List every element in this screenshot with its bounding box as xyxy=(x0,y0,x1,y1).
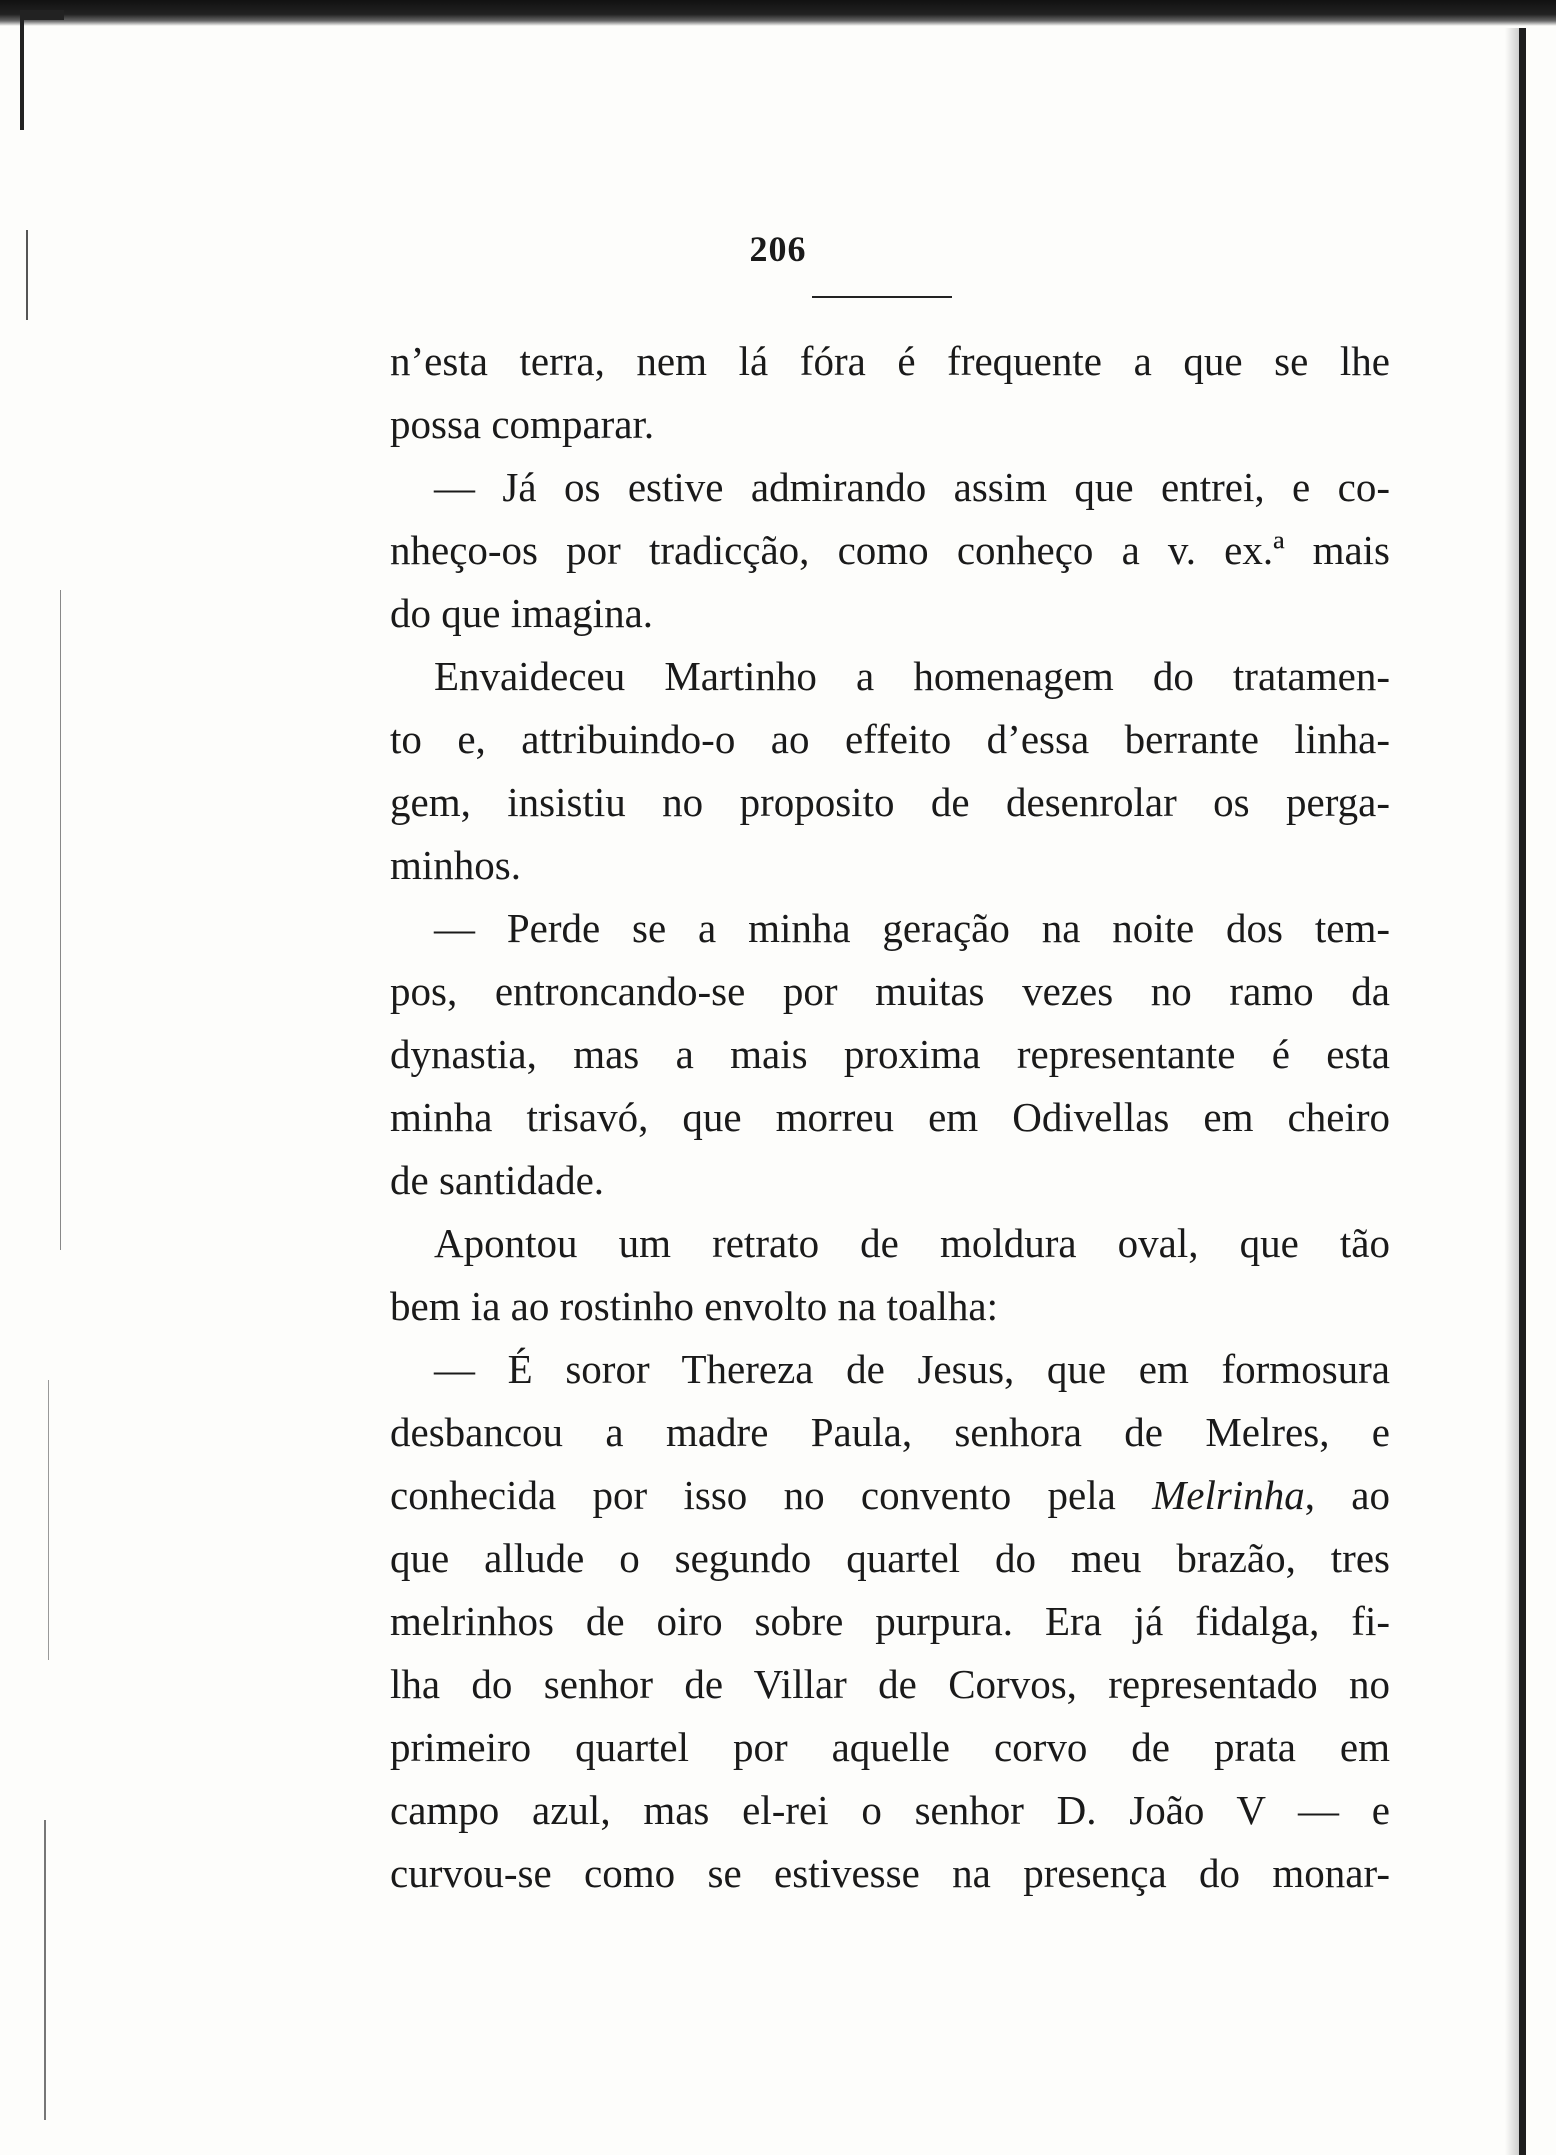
text-line xyxy=(390,771,1390,834)
text-line xyxy=(390,1401,1390,1464)
scan-corner-mark xyxy=(20,10,64,130)
text-line xyxy=(390,1149,1390,1212)
text-line-content: to e, attribuindo-o ao effeito d’essa berrante linha- xyxy=(390,716,1390,762)
text-line xyxy=(390,1653,1390,1716)
page-number-rule xyxy=(812,296,952,298)
italic-word: Melrinha xyxy=(1152,1472,1305,1518)
scan-margin-mark xyxy=(48,1380,49,1660)
text-line-content: desbancou a madre Paula, senhora de Melres, e xyxy=(390,1409,1390,1455)
text-line xyxy=(390,456,1390,519)
scan-margin-mark xyxy=(60,590,61,1250)
text-line xyxy=(390,1527,1390,1590)
text-line-content: minha trisavó, que morreu em Odivellas em cheiro xyxy=(390,1094,1390,1140)
text-line xyxy=(390,1779,1390,1842)
text-line xyxy=(390,960,1390,1023)
text-line xyxy=(390,1275,1390,1338)
text-line-content: Apontou um retrato de moldura oval, que tão xyxy=(434,1220,1390,1266)
text-line xyxy=(390,645,1390,708)
text-line-content: possa comparar. xyxy=(390,401,655,447)
text-line xyxy=(390,582,1390,645)
text-line-content: de santidade. xyxy=(390,1157,605,1203)
text-line xyxy=(390,519,1390,582)
text-line-content: minhos. xyxy=(390,842,521,888)
text-line xyxy=(390,1716,1390,1779)
scan-edge-shadow xyxy=(1505,28,1519,2155)
text-line-content: Envaideceu Martinho a homenagem do tratamen- xyxy=(434,653,1390,699)
text-line xyxy=(390,897,1390,960)
text-line-content: curvou-se como se estivesse na presença do monar- xyxy=(390,1850,1390,1896)
text-line xyxy=(390,393,1390,456)
text-line-content: melrinhos de oiro sobre purpura. Era já fidalga, fi- xyxy=(390,1598,1390,1644)
scan-edge-top xyxy=(0,0,1556,26)
scan-edge-right xyxy=(1519,28,1526,2155)
page-number: 206 xyxy=(749,229,807,269)
text-line xyxy=(390,708,1390,771)
text-line-content: nheço-os por tradicção, como conheço a v. ex.ª mais xyxy=(390,527,1390,573)
text-line-content: dynastia, mas a mais proxima representante é esta xyxy=(390,1031,1390,1077)
text-line xyxy=(390,1086,1390,1149)
text-line-content: que allude o segundo quartel do meu brazão, tres xyxy=(390,1535,1390,1581)
text-line xyxy=(390,1464,1390,1527)
text-line-content: — É soror Thereza de Jesus, que em formosura xyxy=(434,1346,1390,1392)
text-line-content: primeiro quartel por aquelle corvo de prata em xyxy=(390,1724,1390,1770)
text-line-content: bem ia ao rostinho envolto na toalha: xyxy=(390,1283,999,1329)
text-line-content: lha do senhor de Villar de Corvos, representado no xyxy=(390,1661,1390,1707)
text-line-content: conhecida por isso no convento pela xyxy=(390,1472,1153,1518)
text-line-tail: , ao xyxy=(1304,1472,1391,1518)
text-line-content: pos, entroncando-se por muitas vezes no ramo da xyxy=(390,968,1390,1014)
text-line-content: — Perde se a minha geração na noite dos tem- xyxy=(434,905,1390,951)
text-line-content: do que imagina. xyxy=(390,590,654,636)
text-line xyxy=(390,834,1390,897)
text-line xyxy=(390,1212,1390,1275)
text-line xyxy=(390,1023,1390,1086)
text-line-content: campo azul, mas el-rei o senhor D. João V — e xyxy=(390,1787,1390,1833)
text-line xyxy=(390,1338,1390,1401)
text-line-content: — Já os estive admirando assim que entrei, e co- xyxy=(434,464,1390,510)
text-line xyxy=(390,330,1390,393)
scan-margin-mark xyxy=(44,1820,46,2120)
text-line-content: n’esta terra, nem lá fóra é frequente a que se lhe xyxy=(390,338,1390,384)
text-line-content: gem, insistiu no proposito de desenrolar os perga- xyxy=(390,779,1390,825)
body-text xyxy=(390,330,1390,1905)
text-line xyxy=(390,1590,1390,1653)
text-line xyxy=(390,1842,1390,1905)
